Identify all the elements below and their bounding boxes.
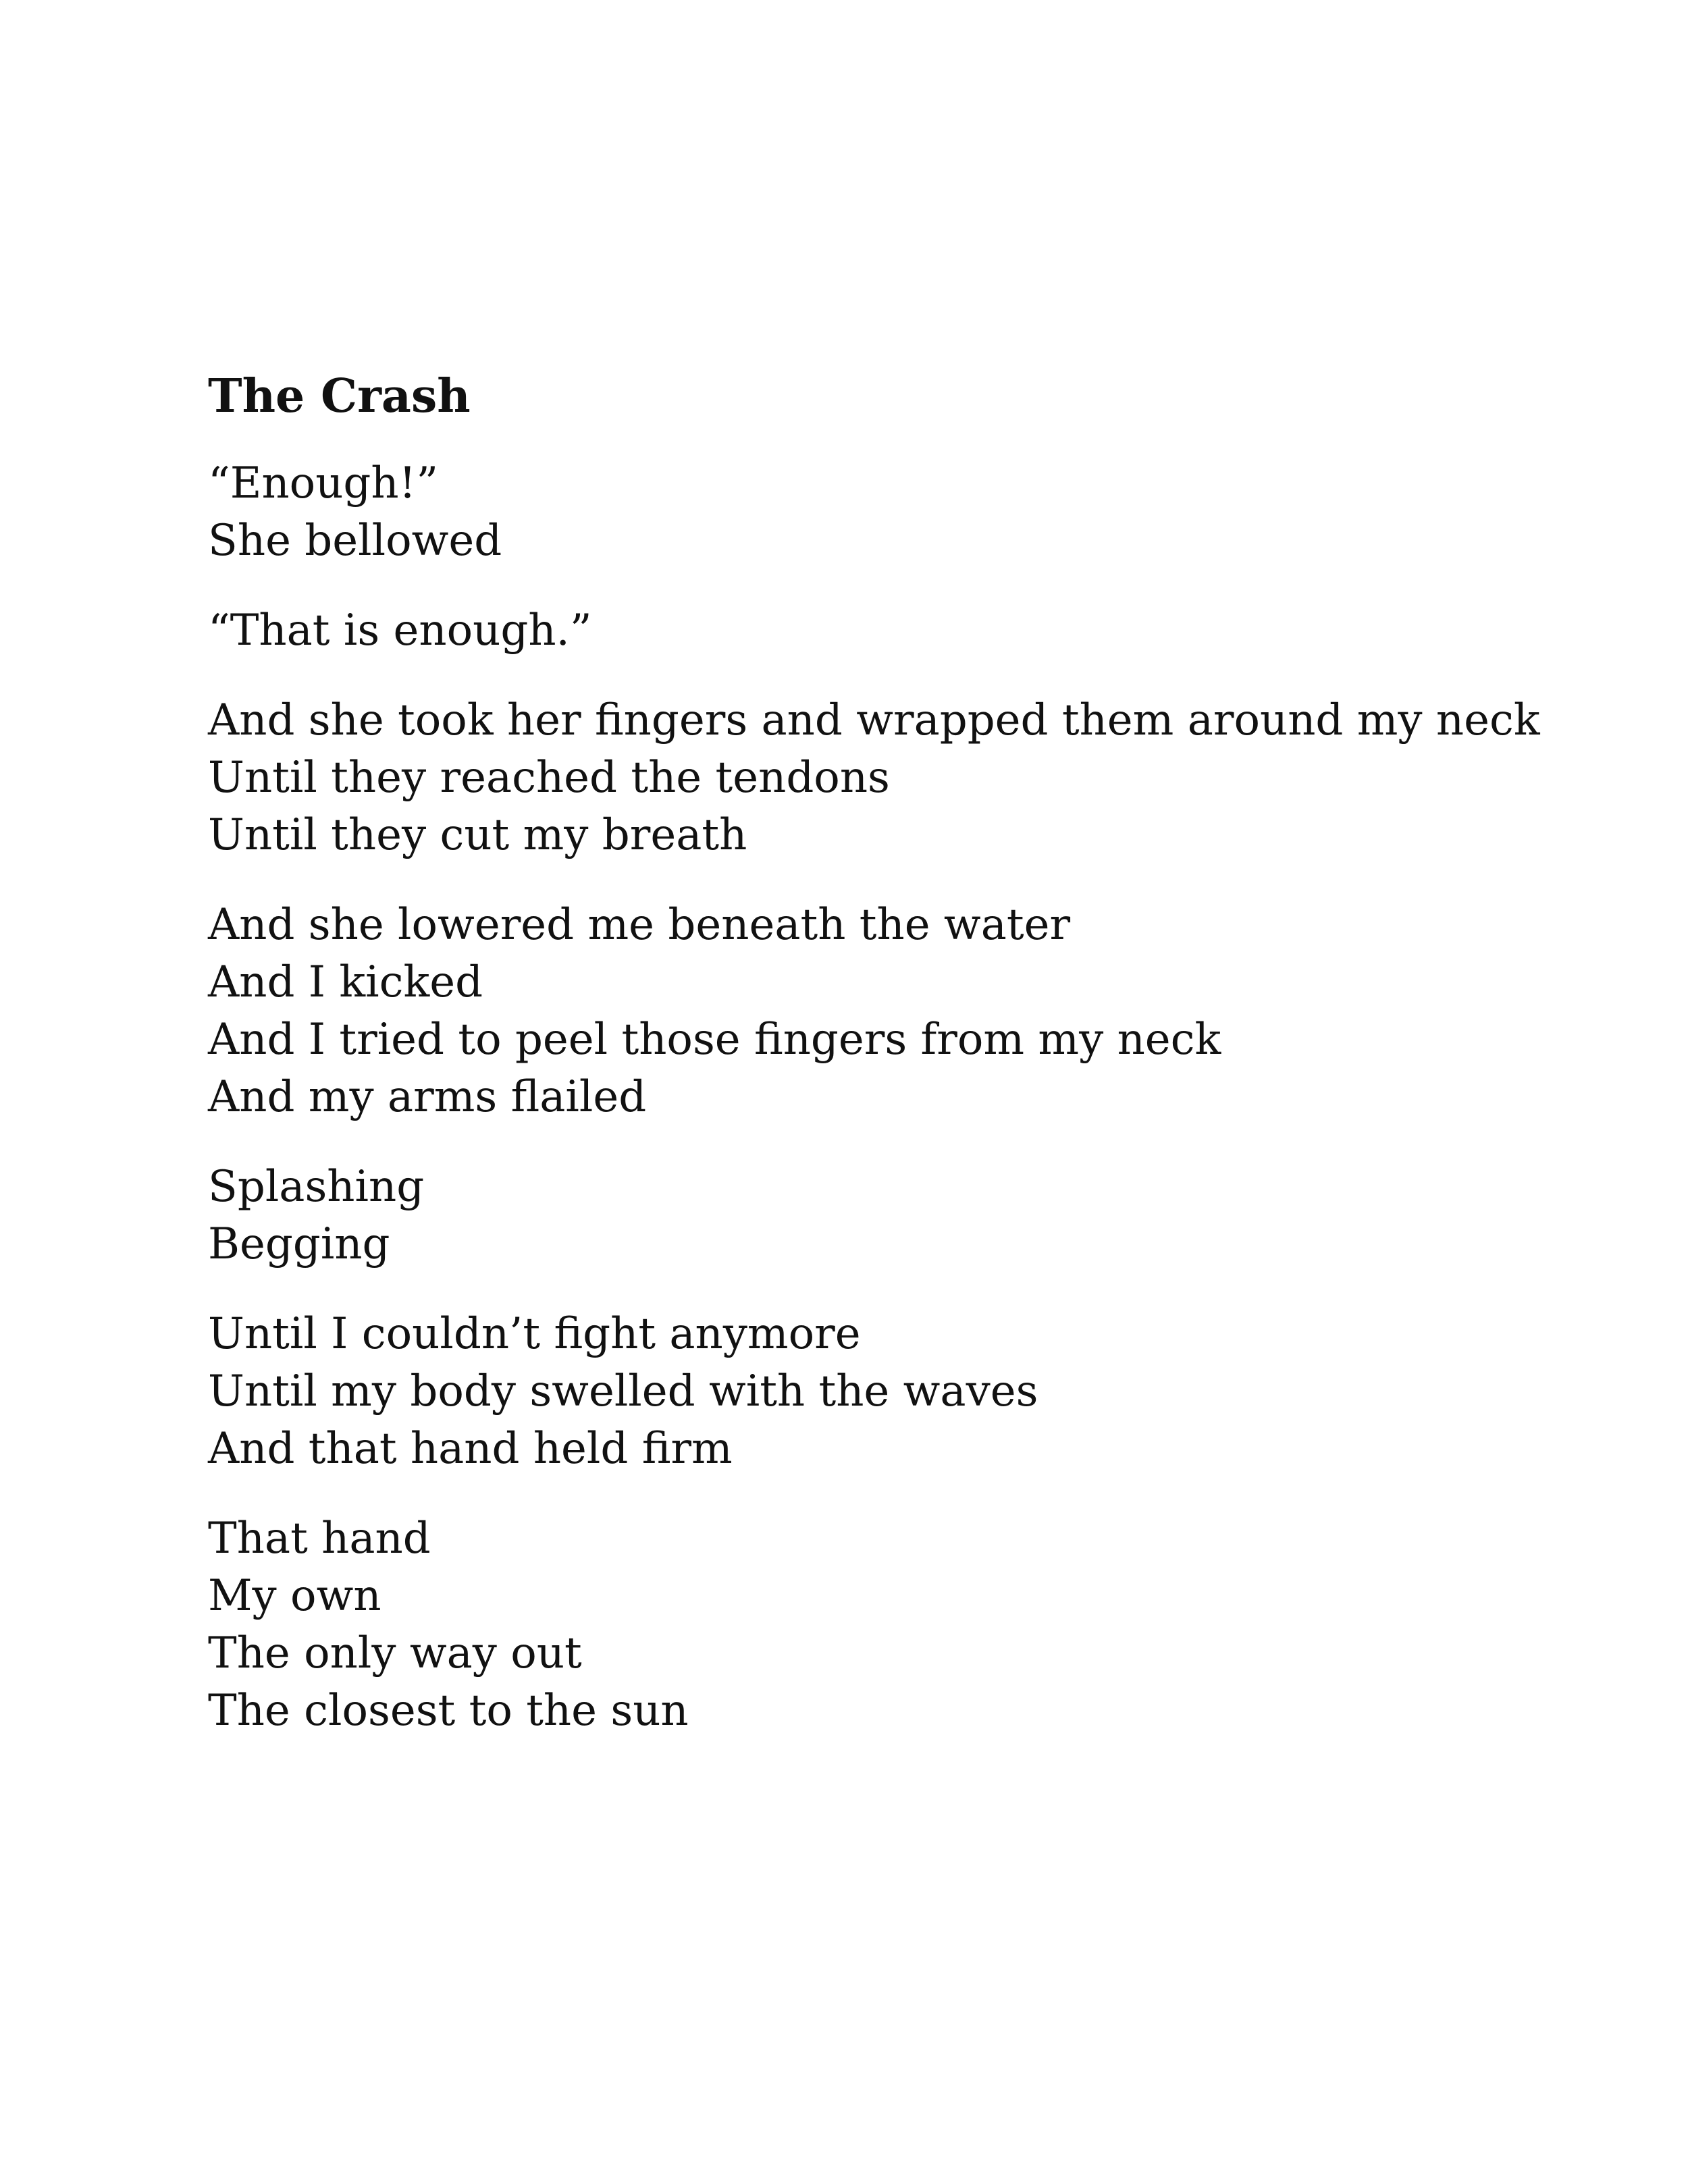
poem-title: The Crash <box>208 369 471 423</box>
stanza-6 <box>208 1306 1626 1478</box>
poem <box>208 366 1626 1772</box>
stanza-5 <box>208 1158 1626 1273</box>
poem-line: Until I couldn’t fight anymore <box>208 1309 861 1359</box>
poem-line: Until they cut my breath <box>208 810 747 860</box>
poem-line: And that hand held firm <box>208 1424 733 1474</box>
poem-line: And I kicked <box>208 957 483 1007</box>
poem-line: Until my body swelled with the waves <box>208 1366 1038 1416</box>
poem-line: Splashing <box>208 1162 425 1212</box>
poem-line: And she lowered me beneath the water <box>208 900 1071 950</box>
poem-line: The only way out <box>208 1628 582 1678</box>
poem-line: “That is enough.” <box>208 606 592 656</box>
poem-line: And my arms flailed <box>208 1072 647 1122</box>
stanza-1 <box>208 455 1626 570</box>
poem-line: My own <box>208 1571 381 1621</box>
poem-line: And she took her fingers and wrapped them around my neck <box>208 695 1540 745</box>
stanza-7 <box>208 1510 1626 1740</box>
stanza-3 <box>208 692 1626 864</box>
poem-line: The closest to the sun <box>208 1686 689 1736</box>
poem-line: She bellowed <box>208 516 502 566</box>
stanza-2 <box>208 602 1626 660</box>
poem-line: “Enough!” <box>208 458 439 508</box>
poem-line: That hand <box>208 1514 431 1564</box>
poem-line: Until they reached the tendons <box>208 753 890 803</box>
poem-line: Begging <box>208 1219 390 1269</box>
stanza-4 <box>208 897 1626 1126</box>
poem-line: And I tried to peel those fingers from my neck <box>208 1015 1221 1065</box>
